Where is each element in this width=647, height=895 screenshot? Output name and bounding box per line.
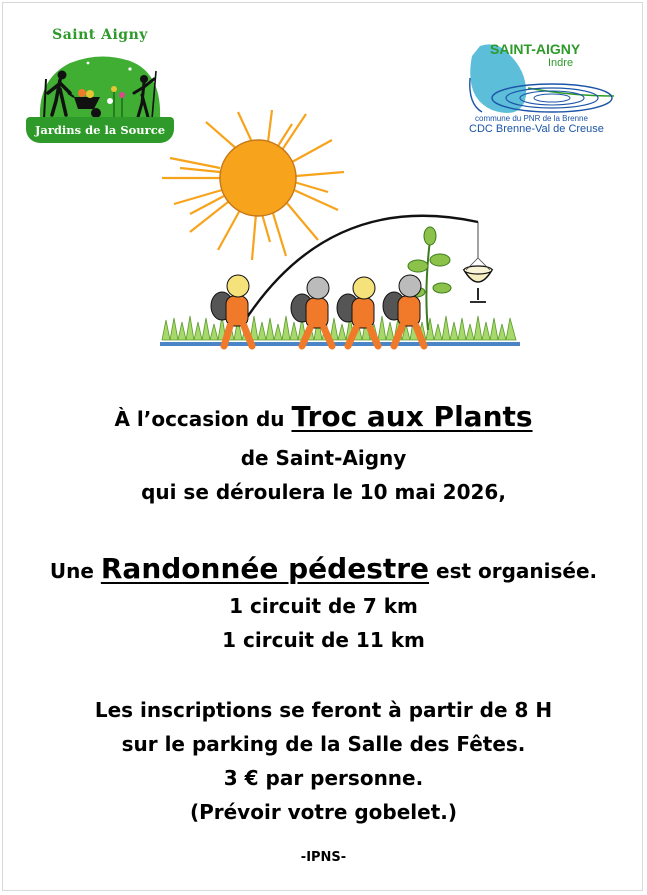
circuit-7km: 1 circuit de 7 km xyxy=(229,594,418,618)
hike-line xyxy=(0,552,647,585)
event-title: Troc aux Plants xyxy=(291,400,533,433)
town-line: de Saint-Aigny xyxy=(240,446,407,470)
location-line: sur le parking de la Salle des Fêtes. xyxy=(121,732,526,756)
logo-right-line1: commune du PNR de la Brenne xyxy=(475,114,588,123)
logo-right-department: Indre xyxy=(548,57,574,69)
price-line: 3 € par personne. xyxy=(223,766,424,790)
river-line xyxy=(160,342,520,346)
hike-prefix: Une xyxy=(49,559,101,583)
date-line: qui se déroulera le 10 mai 2026, xyxy=(141,480,506,504)
registration-line: Les inscriptions se feront à partir de 8 H xyxy=(94,698,553,722)
jardins-logo xyxy=(20,27,180,147)
hike-suffix: est organisée. xyxy=(429,559,598,583)
logo-right-line2: CDC Brenne-Val de Creuse xyxy=(469,123,604,135)
ipns-footer: -IPNS- xyxy=(300,850,347,865)
occasion-prefix: À l’occasion du xyxy=(114,407,292,431)
logo-right-name: SAINT-AIGNY xyxy=(490,41,581,57)
circuit-11km: 1 circuit de 11 km xyxy=(222,628,425,652)
wine-glass-icon xyxy=(464,258,492,302)
logo-banner xyxy=(26,117,174,143)
occasion-line xyxy=(0,400,647,433)
logo-banner-text: Jardins de la Source xyxy=(34,123,166,137)
cup-line: (Prévoir votre gobelet.) xyxy=(189,800,458,824)
hikers-illustration xyxy=(160,110,530,375)
sun-icon xyxy=(220,140,296,216)
logo-town-name: Saint Aigny xyxy=(52,27,148,43)
grass xyxy=(162,316,516,340)
hike-title: Randonnée pédestre xyxy=(100,552,430,585)
